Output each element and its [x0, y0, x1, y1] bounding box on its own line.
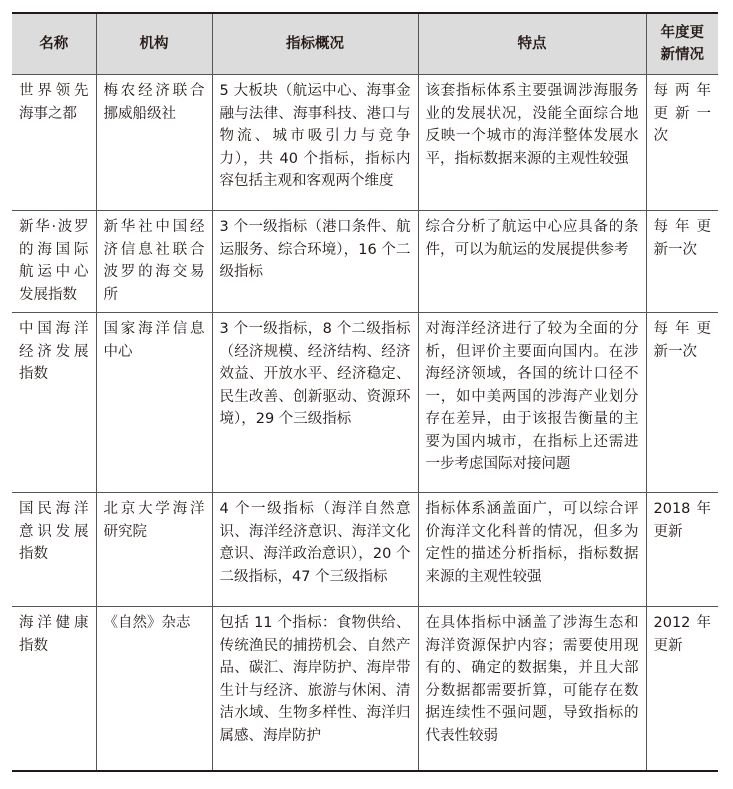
cell-update: 2018 年更新 — [646, 493, 718, 607]
cell-org: 《自然》杂志 — [96, 607, 212, 771]
cell-update: 每年更新一次 — [646, 211, 718, 313]
cell-overview: 3 个一级指标，8 个二级指标（经济规模、经济结构、经济效益、开放水平、经济稳定、民生改善、创新驱动、资源环境），29 个三级指标 — [212, 313, 418, 493]
table-row — [12, 493, 718, 607]
header-org: 机构 — [96, 13, 212, 75]
header-update: 年度更新情况 — [646, 13, 718, 75]
cell-org: 北京大学海洋研究院 — [96, 493, 212, 607]
index-comparison-table — [12, 12, 718, 772]
table-row — [12, 313, 718, 493]
cell-feature: 在具体指标中涵盖了涉海生态和海洋资源保护内容；需要使用现有的、确定的数据集，并且大部分数据都需要折算，可能存在数据连续性不强问题，导致指标的代表性较弱 — [418, 607, 646, 771]
header-overview: 指标概况 — [212, 13, 418, 75]
cell-name: 国民海洋意识发展指数 — [12, 493, 96, 607]
table-row — [12, 75, 718, 211]
table-header-row — [12, 13, 718, 75]
cell-feature: 对海洋经济进行了较为全面的分析，但评价主要面向国内。在涉海经济领域，各国的统计口径不一，如中美两国的涉海产业划分存在差异，由于该报告衡量的主要为国内城市，在指标上还需进一步考虑国际对接问题 — [418, 313, 646, 493]
cell-feature: 指标体系涵盖面广，可以综合评价海洋文化科普的情况，但多为定性的描述分析指标，指标数据来源的主观性较强 — [418, 493, 646, 607]
cell-overview: 3 个一级指标（港口条件、航运服务、综合环境），16 个二级指标 — [212, 211, 418, 313]
cell-name: 世界领先海事之都 — [12, 75, 96, 211]
header-name: 名称 — [12, 13, 96, 75]
cell-feature: 综合分析了航运中心应具备的条件，可以为航运的发展提供参考 — [418, 211, 646, 313]
cell-update: 每年更新一次 — [646, 313, 718, 493]
cell-feature: 该套指标体系主要强调涉海服务业的发展状况，没能全面综合地反映一个城市的海洋整体发展水平，指标数据来源的主观性较强 — [418, 75, 646, 211]
cell-overview: 包括 11 个指标：食物供给、传统渔民的捕捞机会、自然产品、碳汇、海岸防护、海岸带生计与经济、旅游与休闲、清洁水域、生物多样性、海洋归属感、海岸防护 — [212, 607, 418, 771]
cell-update: 2012 年更新 — [646, 607, 718, 771]
table-row — [12, 211, 718, 313]
cell-name: 中国海洋经济发展指数 — [12, 313, 96, 493]
table-row — [12, 607, 718, 771]
header-feature: 特点 — [418, 13, 646, 75]
cell-name: 新华·波罗的海国际航运中心发展指数 — [12, 211, 96, 313]
cell-overview: 4 个一级指标（海洋自然意识、海洋经济意识、海洋文化意识、海洋政治意识），20 个二级指标，47 个三级指标 — [212, 493, 418, 607]
cell-org: 梅农经济联合挪威船级社 — [96, 75, 212, 211]
cell-name: 海洋健康指数 — [12, 607, 96, 771]
cell-org: 国家海洋信息中心 — [96, 313, 212, 493]
cell-org: 新华社中国经济信息社联合波罗的海交易所 — [96, 211, 212, 313]
cell-update: 每两年更新一次 — [646, 75, 718, 211]
cell-overview: 5 大板块（航运中心、海事金融与法律、海事科技、港口与物流、城市吸引力与竞争力），共 40 个指标，指标内容包括主观和客观两个维度 — [212, 75, 418, 211]
